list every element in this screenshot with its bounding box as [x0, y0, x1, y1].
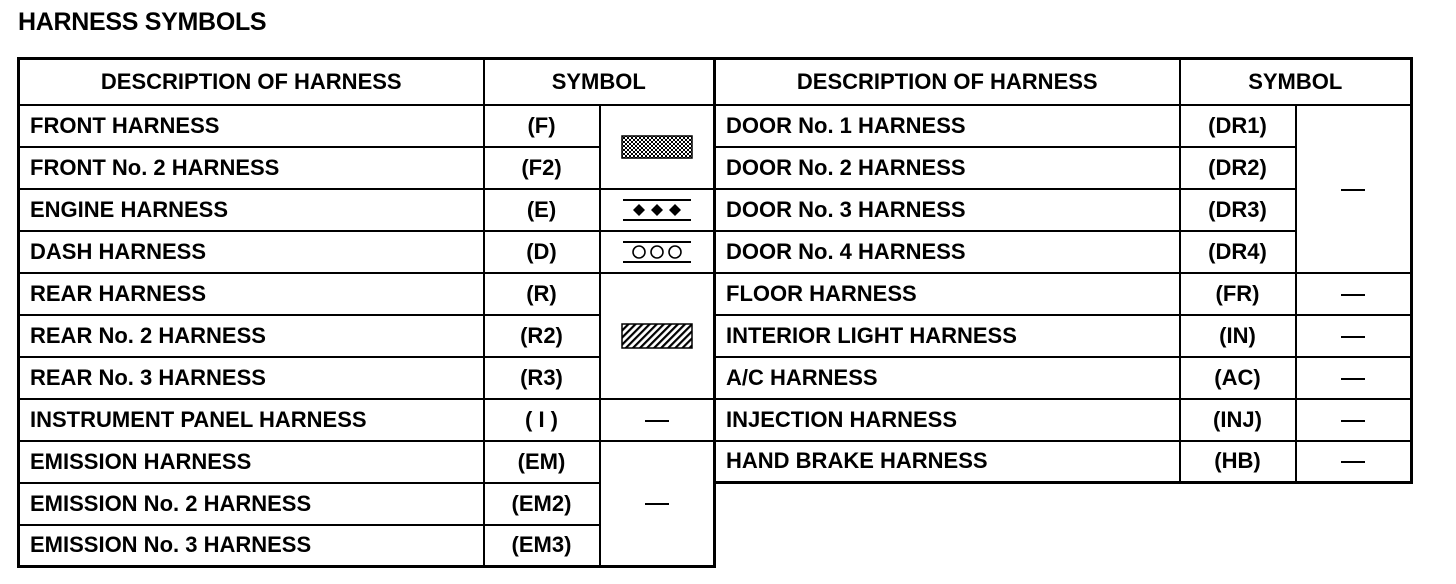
harness-code: (EM) [484, 441, 600, 483]
harness-description: DOOR No. 2 HARNESS [715, 147, 1180, 189]
harness-code: (EM2) [484, 483, 600, 525]
harness-description: REAR No. 3 HARNESS [19, 357, 484, 399]
harness-description: REAR HARNESS [19, 273, 484, 315]
harness-description: DOOR No. 4 HARNESS [715, 231, 1180, 273]
harness-code: (INJ) [1180, 399, 1296, 441]
description-header: DESCRIPTION OF HARNESS [19, 59, 484, 105]
harness-code: (E) [484, 189, 600, 231]
front-harness-symbol [600, 105, 715, 189]
no-symbol-dash [1296, 273, 1412, 315]
table-row [19, 273, 715, 315]
harness-description: REAR No. 2 HARNESS [19, 315, 484, 357]
dash-icon [1341, 336, 1365, 338]
dash-icon [645, 503, 669, 505]
harness-code: (DR1) [1180, 105, 1296, 147]
harness-description: ENGINE HARNESS [19, 189, 484, 231]
harness-description: FRONT No. 2 HARNESS [19, 147, 484, 189]
harness-code: (DR3) [1180, 189, 1296, 231]
dotted-pattern-icon [621, 135, 693, 159]
table-row [715, 273, 1412, 315]
table-row [19, 441, 715, 483]
harness-description: DASH HARNESS [19, 231, 484, 273]
harness-code: (AC) [1180, 357, 1296, 399]
no-symbol-dash [1296, 399, 1412, 441]
harness-code: (HB) [1180, 441, 1296, 483]
harness-code: (R3) [484, 357, 600, 399]
table-row [715, 357, 1412, 399]
harness-code: (R) [484, 273, 600, 315]
dash-icon [1341, 420, 1365, 422]
harness-description: A/C HARNESS [715, 357, 1180, 399]
table-row [715, 315, 1412, 357]
description-header: DESCRIPTION OF HARNESS [715, 59, 1180, 105]
dash-icon [645, 420, 669, 422]
no-symbol-dash [600, 399, 715, 441]
harness-description: FLOOR HARNESS [715, 273, 1180, 315]
right-harness-table [713, 57, 1413, 484]
harness-description: FRONT HARNESS [19, 105, 484, 147]
table-row [19, 105, 715, 147]
harness-code: (D) [484, 231, 600, 273]
circle-line-icon [621, 239, 693, 265]
harness-code: ( I ) [484, 399, 600, 441]
table-row [715, 399, 1412, 441]
dash-icon [1341, 378, 1365, 380]
hatched-pattern-icon [621, 323, 693, 349]
harness-description: HAND BRAKE HARNESS [715, 441, 1180, 483]
harness-description: INTERIOR LIGHT HARNESS [715, 315, 1180, 357]
harness-code: (F) [484, 105, 600, 147]
harness-code: (IN) [1180, 315, 1296, 357]
table-row [19, 399, 715, 441]
harness-description: EMISSION No. 2 HARNESS [19, 483, 484, 525]
harness-description: EMISSION No. 3 HARNESS [19, 525, 484, 567]
dash-icon [1341, 461, 1365, 463]
harness-description: EMISSION HARNESS [19, 441, 484, 483]
left-harness-table [17, 57, 716, 568]
harness-code: (F2) [484, 147, 600, 189]
table-row [715, 105, 1412, 147]
table-row [715, 441, 1412, 483]
engine-harness-symbol [600, 189, 715, 231]
harness-description: DOOR No. 1 HARNESS [715, 105, 1180, 147]
dash-icon [1341, 294, 1365, 296]
rear-harness-symbol [600, 273, 715, 399]
no-symbol-dash [1296, 441, 1412, 483]
dash-icon [1341, 189, 1365, 191]
no-symbol-dash [1296, 105, 1412, 273]
diamond-line-icon [621, 197, 693, 223]
harness-code: (FR) [1180, 273, 1296, 315]
dash-harness-symbol [600, 231, 715, 273]
symbol-header: SYMBOL [484, 59, 715, 105]
harness-code: (DR2) [1180, 147, 1296, 189]
page-title: HARNESS SYMBOLS [18, 8, 267, 36]
symbol-header: SYMBOL [1180, 59, 1412, 105]
no-symbol-dash [1296, 315, 1412, 357]
harness-description: INJECTION HARNESS [715, 399, 1180, 441]
harness-code: (EM3) [484, 525, 600, 567]
harness-code: (DR4) [1180, 231, 1296, 273]
table-row [19, 231, 715, 273]
table-row [19, 189, 715, 231]
harness-description: INSTRUMENT PANEL HARNESS [19, 399, 484, 441]
harness-code: (R2) [484, 315, 600, 357]
harness-description: DOOR No. 3 HARNESS [715, 189, 1180, 231]
no-symbol-dash [1296, 357, 1412, 399]
no-symbol-dash [600, 441, 715, 567]
